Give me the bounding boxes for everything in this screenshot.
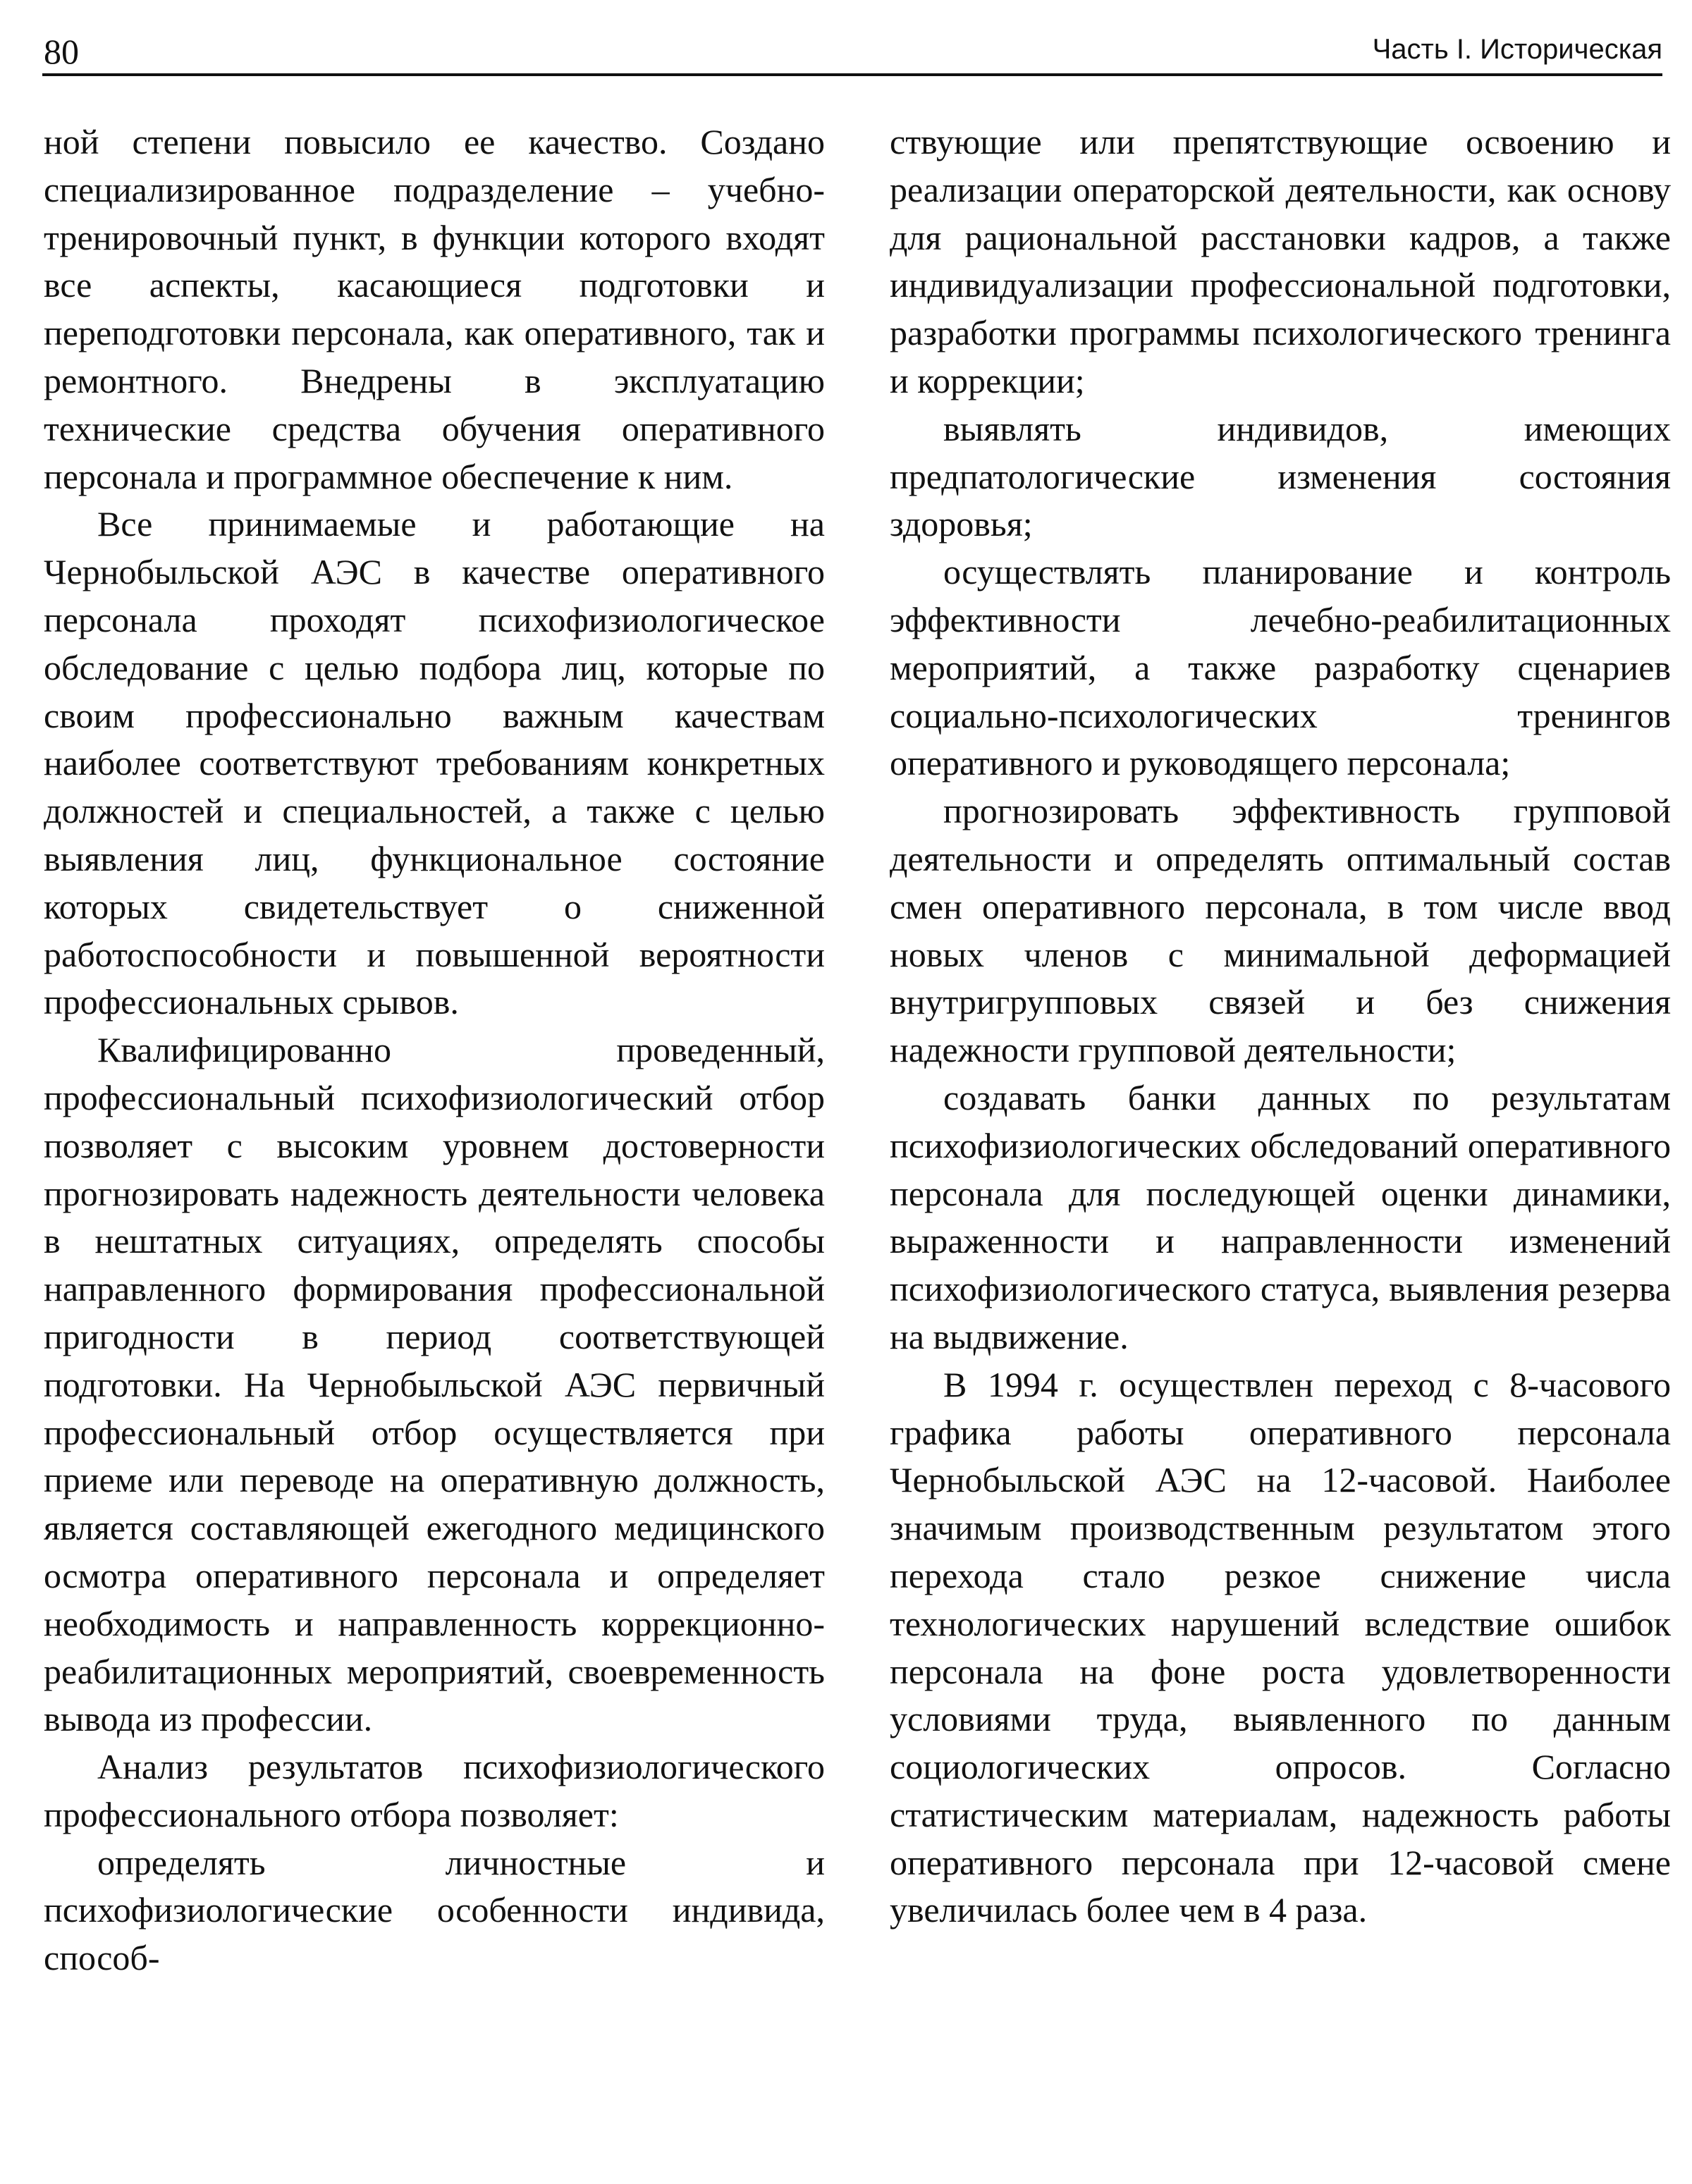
paragraph: создавать банки данных по результатам психофизиологических обследований оперативного персонала для последующей оценки динамики, выраженности и направленности изменений психофизиологического статуса, выявления резерва на выдвижение.: [890, 1077, 1671, 1356]
paragraph: Анализ результатов психофизиологического профессионального отбора позволяет:: [44, 1747, 825, 1834]
running-title: Часть I. Историческая: [1372, 34, 1662, 65]
paragraph: ствующие или препятствующие освоению и реализации операторской деятельности, как основу для рациональной расстановки кадров, а также индивидуализации профессиональной подготовки, разработки программы психологического тренинга и коррекции;: [890, 122, 1671, 400]
right-column: [890, 118, 1671, 1934]
page-number: 80: [44, 32, 79, 71]
paragraph: Квалифицированно проведенный, профессиональный психофизиологический отбор позволяет с высоким уровнем достоверности прогнозировать надежность деятельности человека в нештатных ситуациях, определять способы направленного формирования профессиональной пригодности в период соответствующей подготовки. На Чернобыльской АЭС первичный профессиональный отбор осуществляется при приеме или переводе на оперативную должность, является составляющей ежегодного медицинского осмотра оперативного персонала и определяет необходимость и направленность коррекционно-реабилитационных мероприятий, своевременность вывода из профессии.: [44, 1030, 825, 1739]
paragraph: В 1994 г. осуществлен переход с 8-часового графика работы оперативного персонала Чернобыльской АЭС на 12-часовой. Наиболее значимым производственным результатом этого перехода стало резкое снижение числа технологических нарушений вследствие ошибок персонала на фоне роста удовлетворенности условиями труда, выявленного по данным социологических опросов. Согласно статистическим материалам, надежность работы оперативного персонала при 12-часовой смене увеличилась более чем в 4 раза.: [890, 1364, 1671, 1930]
paragraph: прогнозировать эффективность групповой деятельности и определять оптимальный состав смен оперативного персонала, в том числе ввод новых членов с минимальной деформацией внутригрупповых связей и без снижения надежности групповой деятельности;: [890, 791, 1671, 1070]
left-column: [44, 118, 825, 1982]
paragraph: Все принимаемые и работающие на Чернобыльской АЭС в качестве оперативного персонала проходят психофизиологическое обследование с целью подбора лиц, которые по своим профессионально важным качествам наиболее соответствуют требованиям конкретных должностей и специальностей, а также с целью выявления лиц, функциональное состояние которых свидетельствует о сниженной работоспособности и повышенной вероятности профессиональных срывов.: [44, 504, 825, 1022]
paragraph: ной степени повысило ее качество. Создано специализированное подразделение – учебно-тренировочный пункт, в функции которого входят все аспекты, касающиеся подготовки и переподготовки персонала, как оперативного, так и ремонтного. Внедрены в эксплуатацию технические средства обучения оперативного персонала и программное обеспечение к ним.: [44, 122, 825, 496]
header-divider: [42, 73, 1662, 76]
paragraph: выявлять индивидов, имеющих предпатологические изменения состояния здоровья;: [890, 408, 1671, 544]
paragraph: осуществлять планирование и контроль эффективности лечебно-реабилитационных мероприятий, а также разработку сценариев социально-психологических тренингов оперативного и руководящего персонала;: [890, 552, 1671, 783]
paragraph: определять личностные и психофизиологические особенности индивида, способ-: [44, 1842, 825, 1978]
